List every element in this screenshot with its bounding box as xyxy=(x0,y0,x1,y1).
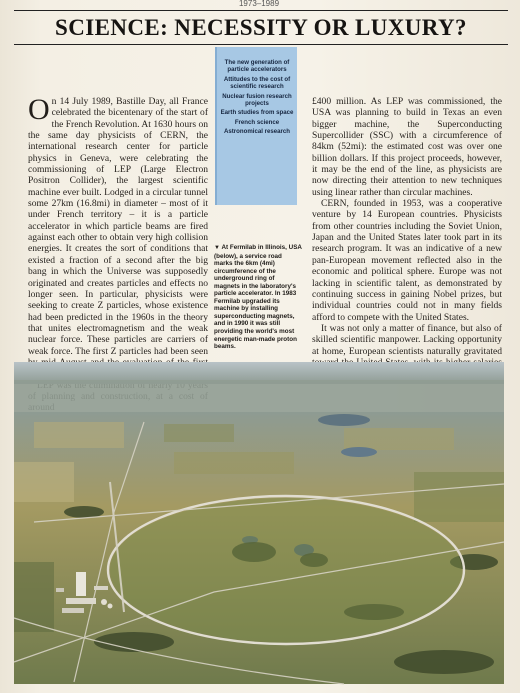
contents-box xyxy=(215,47,297,205)
contents-item: Astronomical research xyxy=(223,128,291,136)
tree-cluster xyxy=(394,650,494,674)
header-rule-top xyxy=(14,10,508,11)
fermilab-aerial-photo xyxy=(14,362,504,684)
photo-lake xyxy=(318,414,370,426)
building xyxy=(62,608,84,613)
tree-cluster xyxy=(94,632,174,652)
accelerator-ring-inner-field xyxy=(110,498,462,642)
building xyxy=(94,586,108,590)
article-column-2 xyxy=(312,96,502,360)
building xyxy=(66,598,96,604)
article-column-1 xyxy=(28,93,208,360)
contents-item: The new generation of particle accelerators xyxy=(224,59,290,74)
article-paragraph: CERN, founded in 1953, was a cooperative venture by 14 European countries. Physicists from other countries including the Soviet Union, Japan and the United States later took part in its research program. It was an indicative of a new pan-European movement reflected also in the economic and political sphere. Europe was not lacking in scientific talent, as demonstrated by continuing success in gaining Nobel prizes, but individual countries could not in many fields afford to compete with the United States. xyxy=(312,198,502,323)
chapter-date-range: 1973–1989 xyxy=(238,0,280,8)
field-patch xyxy=(164,424,234,442)
field-patch xyxy=(34,422,124,448)
article-paragraph: £400 million. As LEP was commissioned, the USA was planning to build in Texas an even bigger machine, the Superconducting Supercollider (SSC) with a circumference of 84km (52mi): the estimated cost was over one billion dollars. If this project proceeds, however, it may be the end of the line, as physicists are now directing their attention to new techniques using linear rather than circular machines. xyxy=(312,96,502,198)
article-paragraph xyxy=(28,93,208,380)
contents-item: French science xyxy=(234,118,280,126)
down-triangle-icon: ▼ xyxy=(214,245,220,251)
photo-lake xyxy=(341,447,377,457)
photo-caption-text: At Fermilab in Illinois, USA (below), a service road marks the 6km (4mi) circumference of the underground ring of magnets in the laboratory's particle accelerator. In 1983 Fermilab upgraded its machine by installing superconducting magnets, and in 1990 it was still providing the world's most energetic man-made proton beams. xyxy=(214,244,302,351)
main-building xyxy=(76,572,86,596)
drop-cap: O xyxy=(28,93,50,126)
article-paragraph: It was not only a matter of finance, but also of skilled scientific manpower. Lacking opportunity at home, European scientists naturally gravitated xyxy=(312,322,502,357)
contents-item: Earth studies from space xyxy=(220,109,294,117)
field-patch xyxy=(344,428,454,450)
storage-tank xyxy=(101,599,107,605)
contents-item: Attitudes to the cost of scientific research xyxy=(223,75,291,91)
field-patch xyxy=(14,462,74,502)
field-patch xyxy=(14,562,54,632)
contents-item: Nuclear fusion research projects xyxy=(222,92,292,108)
building xyxy=(56,588,64,592)
field-patch xyxy=(414,472,504,522)
field-patch xyxy=(174,452,294,474)
page-title: SCIENCE: NECESSITY OR LUXURY? xyxy=(55,15,467,40)
storage-tank xyxy=(108,604,113,609)
photo-caption xyxy=(214,244,302,360)
article-paragraph-text: n 14 July 1989, Bastille Day, all France celebrated the bicentenary of the start of the French Revolution. At 1630 hours on the same day physicists of CERN, the international research center for particle physics in Geneva, were celebrating the commissioning of LEP (Large Electron Positron Collider), the largest scientific machine ever built. Lodged in a circular tunnel some 27km (16.8mi) in diameter – most of it under French territory – it is a particle accelerator in which particle beams are fired against each other to obtain very high collision energies. It creates the sort of conditions that existed a fraction of a second after the big bang in which the Universe was supposedly originated and creates particles and effects no longer seen. In particular, physicists were seeking to create Z particles, whose existence had been predicted in the 1960s in the theory that unites electromagnetism and the weak nuclear force. These particles are carriers of weak force. The first Z particles had been seen xyxy=(28,96,208,357)
tree-cluster xyxy=(64,506,104,518)
header-rule-bottom xyxy=(14,44,508,45)
